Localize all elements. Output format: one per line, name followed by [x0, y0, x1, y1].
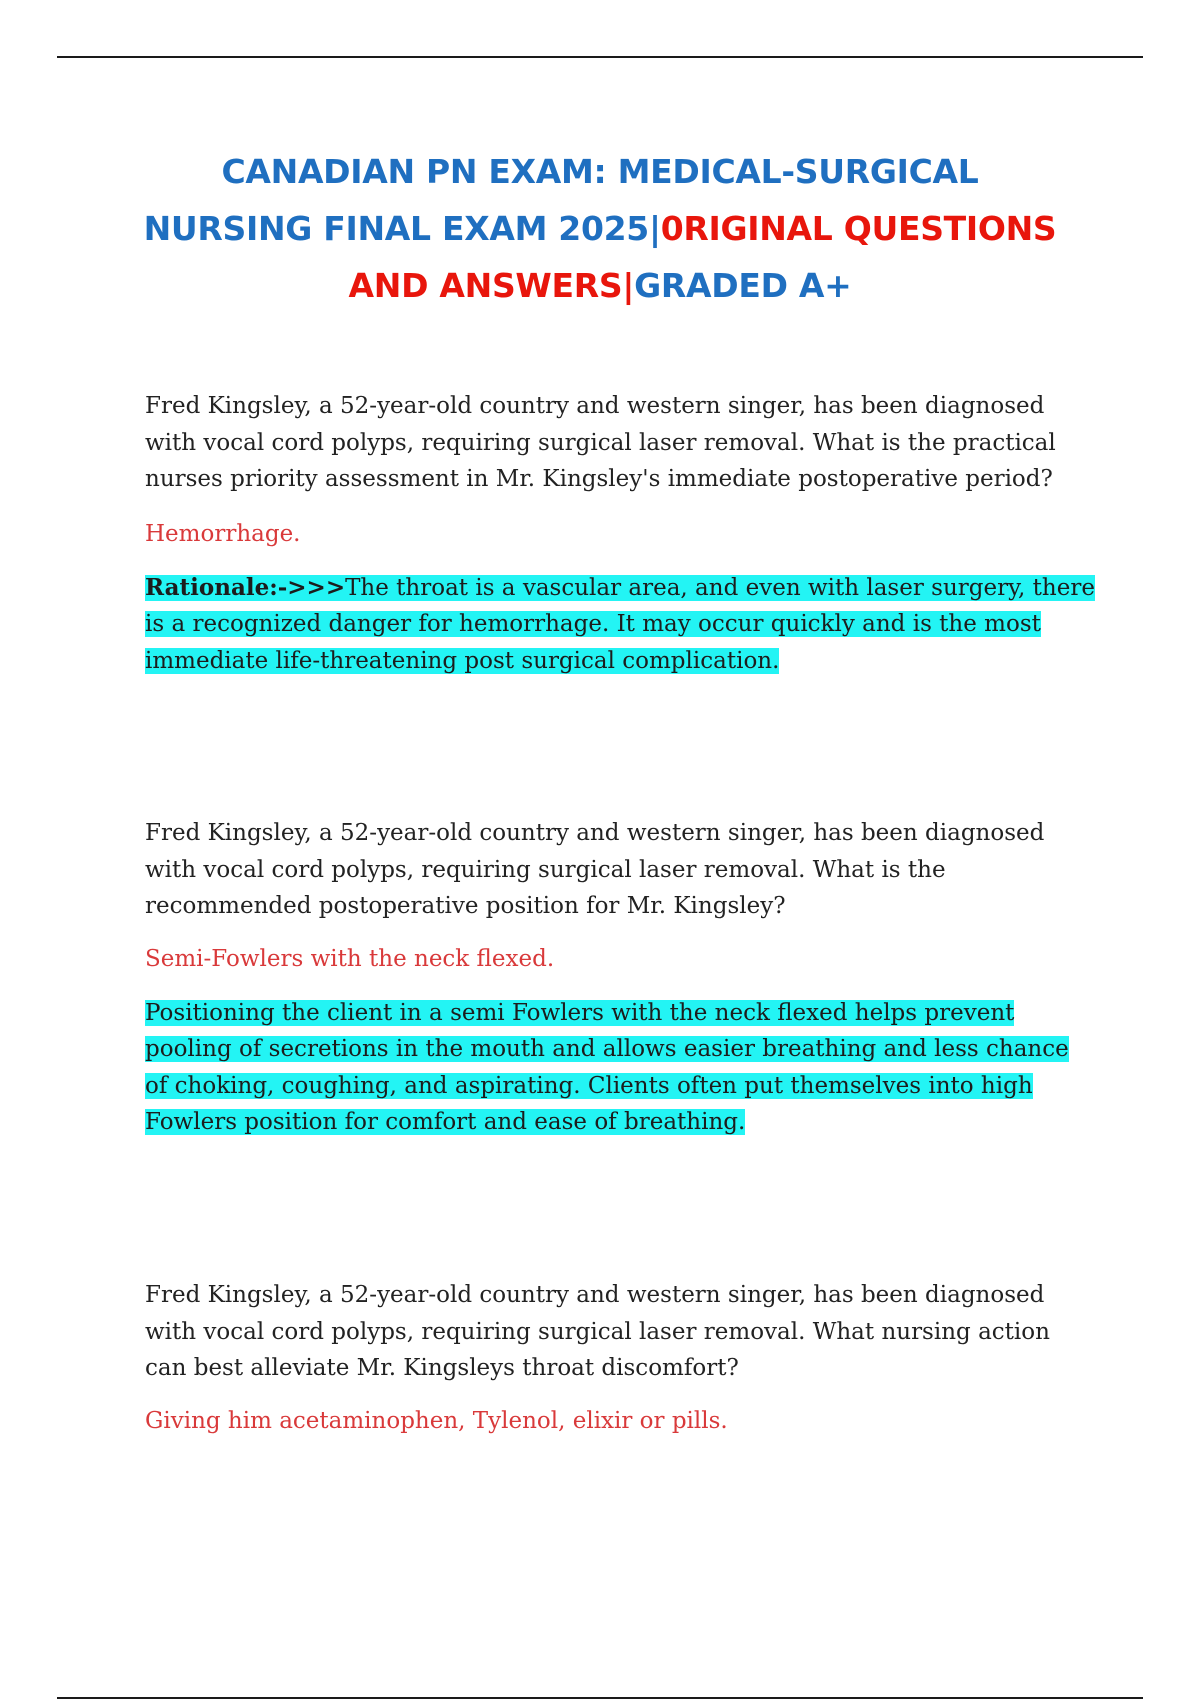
title-line-2-red: 0RIGINAL QUESTIONS [660, 209, 1057, 248]
rationale-2 [145, 995, 1095, 1141]
rationale-1-highlight [145, 575, 1095, 674]
bottom-divider [57, 1697, 1143, 1699]
question-3: Fred Kingsley, a 52-year-old country and western singer, has been diagnosed with vocal cord polyps, requiring surgical laser removal. What nursing action can best alleviate Mr. Kingsleys throat discomfort? [145, 1282, 1050, 1381]
title-line-3-red: AND ANSWERS| [348, 266, 635, 305]
qa-item-1 [145, 388, 1095, 679]
title-line-3-blue: GRADED A+ [634, 266, 852, 305]
rationale-label: Rationale:->>> [145, 573, 346, 601]
qa-item-3 [145, 1277, 1095, 1439]
rationale-2-highlight: Positioning the client in a semi Fowlers with the neck flexed helps prevent pooling of secretions in the mouth and allows easier breathing and less chance of choking, coughing, and aspirating. Clients often put themselves into high Fowlers position for comfort and ease of breathing. [145, 999, 1069, 1135]
rationale-1-text: The throat is a vascular area, and even with laser surgery, there is a recognized danger for hemorrhage. It may occur quickly and is the most immediate life-threatening post surgical complication. [145, 574, 1095, 674]
answer-1: Hemorrhage. [145, 520, 301, 547]
answer-3: Giving him acetaminophen, Tylenol, elixir or pills. [145, 1407, 728, 1434]
rationale-1 [145, 570, 1095, 680]
document-title [100, 143, 1100, 314]
title-line-2-blue: NURSING FINAL EXAM 2025| [143, 209, 661, 248]
question-2: Fred Kingsley, a 52-year-old country and western singer, has been diagnosed with vocal cord polyps, requiring surgical laser removal. What is the recommended postoperative position for Mr. Kingsley? [145, 820, 1045, 919]
top-divider [57, 56, 1143, 58]
question-1: Fred Kingsley, a 52-year-old country and western singer, has been diagnosed with vocal cord polyps, requiring surgical laser removal. What is the practical nurses priority assessment in Mr. Kingsley's immediate postoperative period? [145, 393, 1056, 492]
qa-item-2 [145, 815, 1095, 1141]
answer-2: Semi-Fowlers with the neck flexed. [145, 945, 555, 972]
title-line-1: CANADIAN PN EXAM: MEDICAL-SURGICAL [221, 152, 979, 191]
